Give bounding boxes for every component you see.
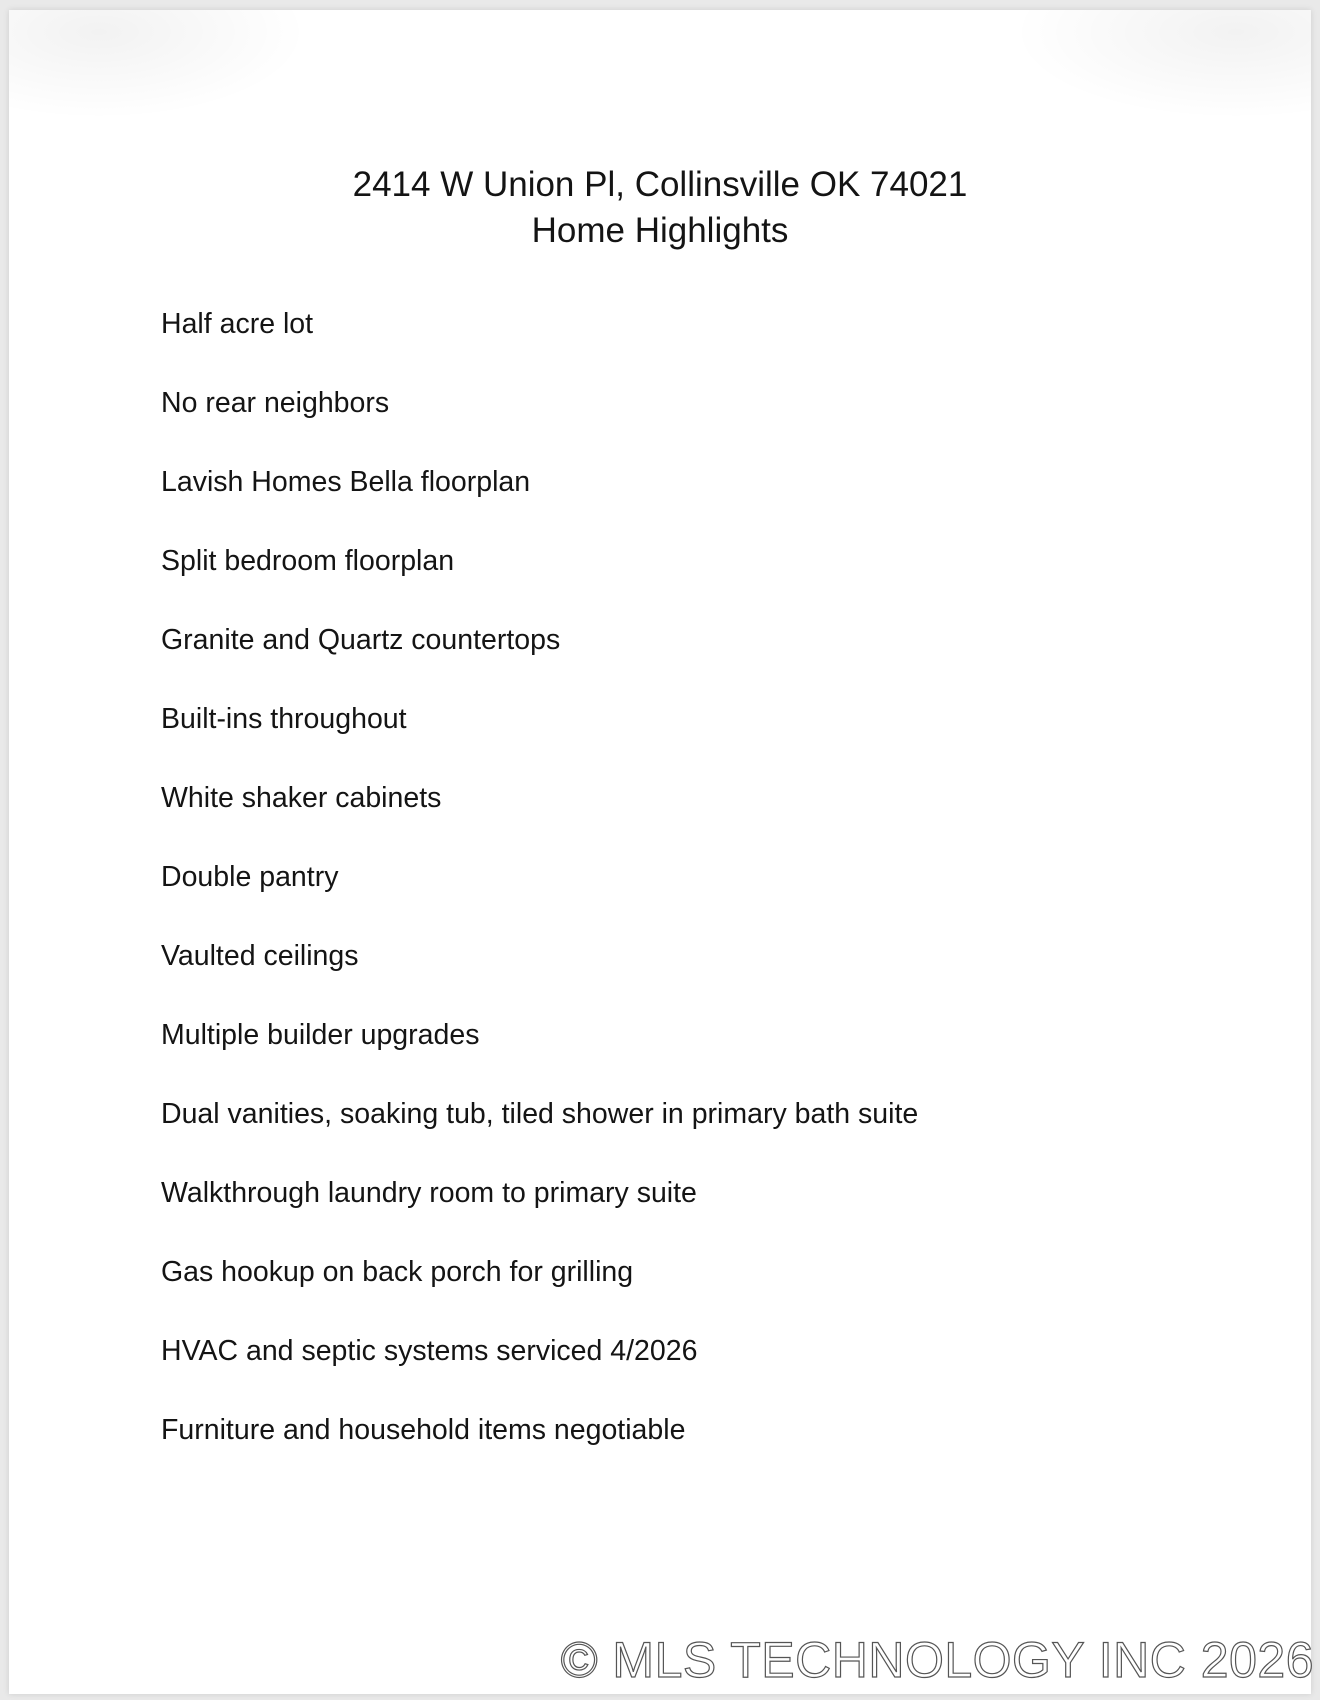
page-shadow-right — [1011, 10, 1311, 120]
property-address: 2414 W Union Pl, Collinsville OK 74021 — [352, 165, 968, 204]
highlight-item: HVAC and septic systems serviced 4/2026 — [161, 1335, 698, 1367]
highlight-item: Vaulted ceilings — [161, 940, 359, 972]
highlight-item: No rear neighbors — [161, 387, 390, 419]
highlight-item: Gas hookup on back porch for grilling — [161, 1256, 634, 1288]
highlight-item: Lavish Homes Bella floorplan — [161, 466, 531, 498]
highlight-item: Granite and Quartz countertops — [161, 624, 561, 656]
highlight-item: Split bedroom floorplan — [161, 545, 455, 577]
highlight-item: Half acre lot — [161, 308, 314, 340]
page-shadow-left — [9, 10, 309, 120]
document-heading — [9, 162, 1311, 254]
copyright-watermark: © MLS TECHNOLOGY INC 2026 — [560, 1632, 1314, 1688]
highlights-list — [161, 307, 918, 1492]
highlight-item: Multiple builder upgrades — [161, 1019, 480, 1051]
highlight-item: Double pantry — [161, 861, 339, 893]
document-page — [9, 10, 1311, 1694]
highlight-item: Dual vanities, soaking tub, tiled shower in primary bath suite — [161, 1098, 919, 1130]
document-title: Home Highlights — [531, 211, 789, 250]
highlight-item: Walkthrough laundry room to primary suite — [161, 1177, 697, 1209]
highlight-item: White shaker cabinets — [161, 782, 442, 814]
highlight-item: Built-ins throughout — [161, 703, 407, 735]
highlight-item: Furniture and household items negotiable — [161, 1414, 686, 1446]
